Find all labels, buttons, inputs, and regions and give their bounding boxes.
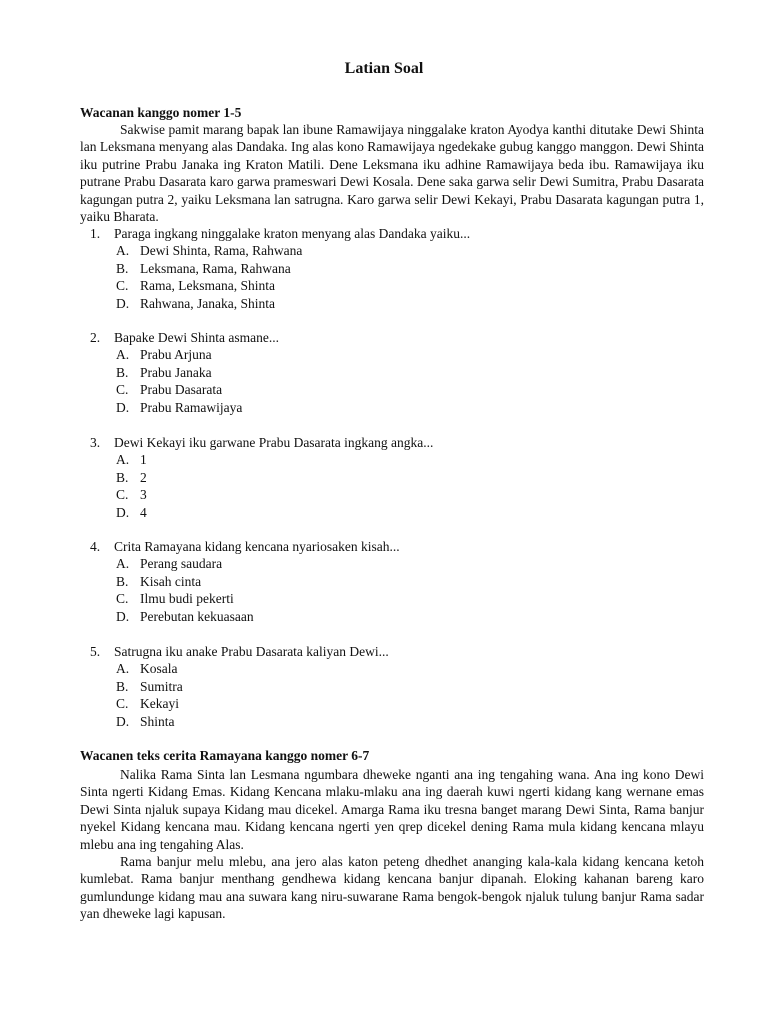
option-letter: B. (116, 469, 129, 485)
option-a (116, 242, 690, 259)
option-a (116, 451, 690, 468)
question-number: 1. (90, 226, 101, 241)
option-text: Prabu Dasarata (140, 382, 223, 398)
option-letter: A. (116, 556, 130, 572)
option-text: Rahwana, Janaka, Shinta (140, 295, 275, 311)
option-text: Sumitra (140, 678, 183, 694)
option-letter: A. (116, 347, 130, 363)
section2-heading: Wacanen teks cerita Ramayana kanggo nomer 6-7 (80, 748, 370, 763)
option-d (116, 608, 690, 625)
option-letter: A. (116, 243, 130, 259)
section2-paragraph-1: Nalika Rama Sinta lan Lesmana ngumbara dheweke nganti ana ing tengahing wana. Ana ing kono Dewi Sinta ngerti Kidang Emas. Kidang Kencana mlaku-mlaku ana ing daerah kuwi ngerti kidang kang wernane emas Dewi Sinta njaluk supaya Kidang mau dicekel. Amarga Rama iku tresna banget marang Dewi Sinta, Rama banjur nyekel Kidang kencana mau. Kidang kencana ngerti yen qrep dicekel dening Rama mula kidang kencana mlayu mlebu ana ing tengahing Alas. (80, 767, 704, 852)
option-c (116, 277, 690, 294)
option-text: Kisah cinta (140, 573, 202, 589)
option-text: Dewi Shinta, Rama, Rahwana (140, 243, 303, 259)
option-letter: B. (116, 573, 129, 589)
question-3 (90, 434, 690, 521)
option-c (116, 695, 690, 712)
option-list (90, 555, 690, 625)
option-a (116, 660, 690, 677)
option-text: Prabu Janaka (140, 364, 212, 380)
section1-heading: Wacanan kanggo nomer 1-5 (80, 105, 242, 120)
option-b (116, 573, 690, 590)
option-b (116, 469, 690, 486)
option-text: Shinta (140, 713, 175, 729)
option-list (90, 660, 690, 730)
option-text: Rama, Leksmana, Shinta (140, 278, 275, 294)
option-c (116, 590, 690, 607)
option-text: Prabu Arjuna (140, 347, 212, 363)
question-text: Satrugna iku anake Prabu Dasarata kaliyan Dewi... (114, 644, 389, 659)
question-number: 3. (90, 435, 101, 450)
option-text: 3 (140, 487, 147, 503)
section2-paragraph-2: Rama banjur melu mlebu, ana jero alas katon peteng dhedhet ananging kala-kala kidang kencana ketoh kumlebat. Rama banjur menthang gendhewa kidang kencana banjur dipanah. Eloking kahanan bareng karo gumlundunge kidang mau ana suwara kang niru-suwarane Rama bengok-bengok njaluk tulung banjur Rama sadar yan dheweke lagi kapusan. (80, 854, 704, 922)
option-letter: C. (116, 487, 129, 503)
option-text: Perang saudara (140, 556, 223, 572)
option-letter: C. (116, 278, 129, 294)
page-title: Latian Soal (344, 60, 424, 77)
question-text: Crita Ramayana kidang kencana nyariosaken kisah... (114, 539, 400, 554)
option-text: Leksmana, Rama, Rahwana (140, 260, 291, 276)
question-4 (90, 538, 690, 625)
option-text: Prabu Ramawijaya (140, 399, 243, 415)
option-text: 4 (140, 504, 147, 520)
option-list (90, 346, 690, 416)
question-1 (90, 225, 690, 312)
option-letter: B. (116, 364, 129, 380)
option-text: Kosala (140, 661, 178, 677)
option-b (116, 678, 690, 695)
option-list (90, 242, 690, 312)
option-c (116, 486, 690, 503)
section1-paragraph: Sakwise pamit marang bapak lan ibune Ramawijaya ninggalake kraton Ayodya kanthi ditutake Dewi Shinta lan Leksmana menyang alas Dandaka. Ing alas kono Ramawijaya ngedekake gubug kanggo manggon. Dewi Shinta iku putrine Prabu Janaka ing Kraton Matili. Dene Leksmana iku adhine Ramawijaya beda ibu. Ramawijaya iku putrane Prabu Dasarata karo garwa prameswari Dewi Kosala. Dene saka garwa selir Dewi Sumitra, Prabu Dasarata kagungan putra 2, yaiku Leksmana lan satrugna. Karo garwa selir Dewi Kekayi, Prabu Dasarata kagungan putra 1, yaiku Bharata. (80, 122, 704, 225)
option-c (116, 381, 690, 398)
option-b (116, 260, 690, 277)
option-a (116, 555, 690, 572)
question-2 (90, 329, 690, 416)
option-d (116, 504, 690, 521)
option-a (116, 346, 690, 363)
option-letter: B. (116, 260, 129, 276)
option-text: Kekayi (140, 696, 179, 712)
option-letter: D. (116, 295, 130, 311)
question-text: Dewi Kekayi iku garwane Prabu Dasarata ingkang angka... (114, 435, 434, 450)
option-d (116, 399, 690, 416)
question-number: 4. (90, 539, 101, 554)
option-letter: C. (116, 591, 129, 607)
option-b (116, 364, 690, 381)
option-letter: D. (116, 713, 130, 729)
option-list (90, 451, 690, 521)
option-letter: D. (116, 504, 130, 520)
option-text: 2 (140, 469, 147, 485)
option-letter: D. (116, 399, 130, 415)
option-letter: D. (116, 608, 130, 624)
question-number: 2. (90, 330, 101, 345)
option-text: Perebutan kekuasaan (140, 608, 254, 624)
option-text: Ilmu budi pekerti (140, 591, 234, 607)
option-d (116, 713, 690, 730)
question-5 (90, 643, 690, 730)
question-text: Paraga ingkang ninggalake kraton menyang alas Dandaka yaiku... (114, 226, 471, 241)
question-text: Bapake Dewi Shinta asmane... (114, 330, 279, 345)
question-number: 5. (90, 644, 101, 659)
option-d (116, 295, 690, 312)
option-letter: B. (116, 678, 129, 694)
option-letter: C. (116, 382, 129, 398)
option-text: 1 (140, 452, 147, 468)
option-letter: A. (116, 661, 130, 677)
option-letter: A. (116, 452, 130, 468)
option-letter: C. (116, 696, 129, 712)
